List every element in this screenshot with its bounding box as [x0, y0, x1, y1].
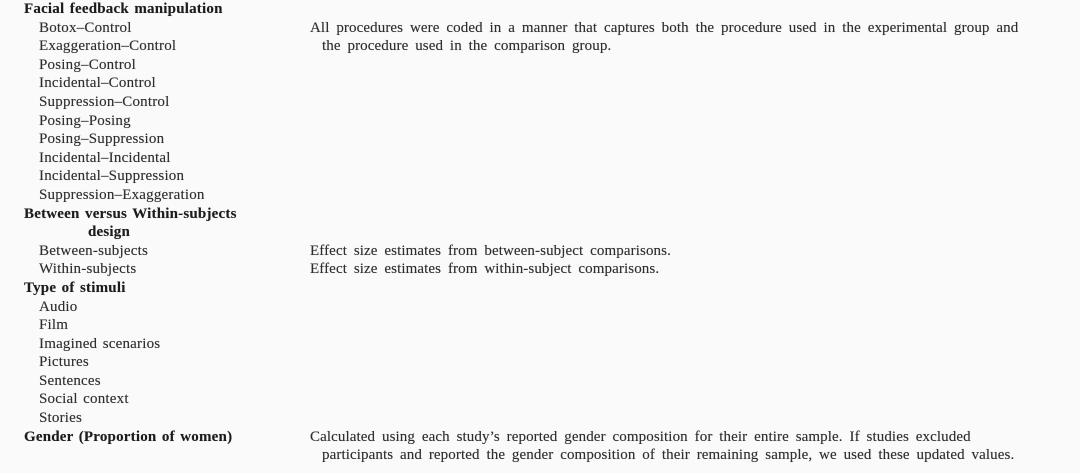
- table-row: [0, 167, 1080, 186]
- table-row: [0, 205, 1080, 224]
- label-botox-control: Botox–Control: [39, 19, 132, 36]
- section-header-between-versus-within-subjects: Between versus Within-subjects: [24, 205, 237, 222]
- table-row: [0, 149, 1080, 168]
- description-line: participants and reported the gender composition of their remaining sample, we used these updated values.: [322, 447, 1015, 464]
- description-line: the procedure used in the comparison group.: [322, 38, 612, 55]
- description-facial-feedback-coding: [310, 19, 1080, 56]
- table-row: [0, 260, 1080, 279]
- table-row: [0, 130, 1080, 149]
- label-audio: Audio: [39, 298, 78, 315]
- table-row: [0, 298, 1080, 317]
- table-row: [0, 316, 1080, 335]
- table-row: [0, 223, 1080, 242]
- label-exaggeration-control: Exaggeration–Control: [39, 38, 177, 55]
- table-row: [0, 353, 1080, 372]
- table-row: [0, 112, 1080, 131]
- description-line: All procedures were coded in a manner that captures both the procedure used in the experimental group and: [310, 19, 1019, 36]
- table-row: [0, 242, 1080, 261]
- label-suppression-control: Suppression–Control: [39, 93, 170, 110]
- label-posing-suppression: Posing–Suppression: [39, 131, 165, 148]
- table-row: [0, 279, 1080, 298]
- section-header-facial-feedback-manipulation: Facial feedback manipulation: [24, 1, 223, 17]
- section-header-gender-proportion-of-women: Gender (Proportion of women): [24, 428, 233, 445]
- description-within-subjects: [310, 260, 1080, 279]
- description-gender: [310, 428, 1080, 465]
- table-row: [0, 186, 1080, 205]
- label-between-subjects: Between-subjects: [39, 242, 148, 259]
- table-row: [0, 0, 1080, 19]
- table-row: [0, 56, 1080, 75]
- table-row: [0, 390, 1080, 409]
- table-row: [0, 74, 1080, 93]
- label-incidental-control: Incidental–Control: [39, 75, 156, 92]
- label-incidental-incidental: Incidental–Incidental: [39, 149, 171, 166]
- table-row: [0, 428, 1080, 464]
- label-posing-control: Posing–Control: [39, 56, 136, 73]
- label-posing-posing: Posing–Posing: [39, 112, 131, 129]
- label-sentences: Sentences: [39, 372, 101, 389]
- label-imagined-scenarios: Imagined scenarios: [39, 335, 161, 352]
- label-film: Film: [39, 317, 69, 334]
- table-row: [0, 335, 1080, 354]
- section-header-type-of-stimuli: Type of stimuli: [24, 279, 126, 296]
- label-social-context: Social context: [39, 391, 129, 408]
- description-line: Effect size estimates from within-subject comparisons.: [310, 261, 660, 278]
- table-row: [0, 93, 1080, 112]
- label-within-subjects: Within-subjects: [39, 261, 137, 278]
- label-pictures: Pictures: [39, 354, 89, 371]
- table-row: [0, 409, 1080, 428]
- label-suppression-exaggeration: Suppression–Exaggeration: [39, 186, 205, 203]
- label-incidental-suppression: Incidental–Suppression: [39, 168, 185, 185]
- table-row: [0, 372, 1080, 391]
- description-line: Effect size estimates from between-subject comparisons.: [310, 242, 671, 259]
- section-header-design-continuation: design: [88, 224, 131, 241]
- description-line: Calculated using each study’s reported gender composition for their entire sample. If studies excluded: [310, 428, 971, 445]
- label-stories: Stories: [39, 410, 83, 427]
- description-between-subjects: [310, 242, 1080, 261]
